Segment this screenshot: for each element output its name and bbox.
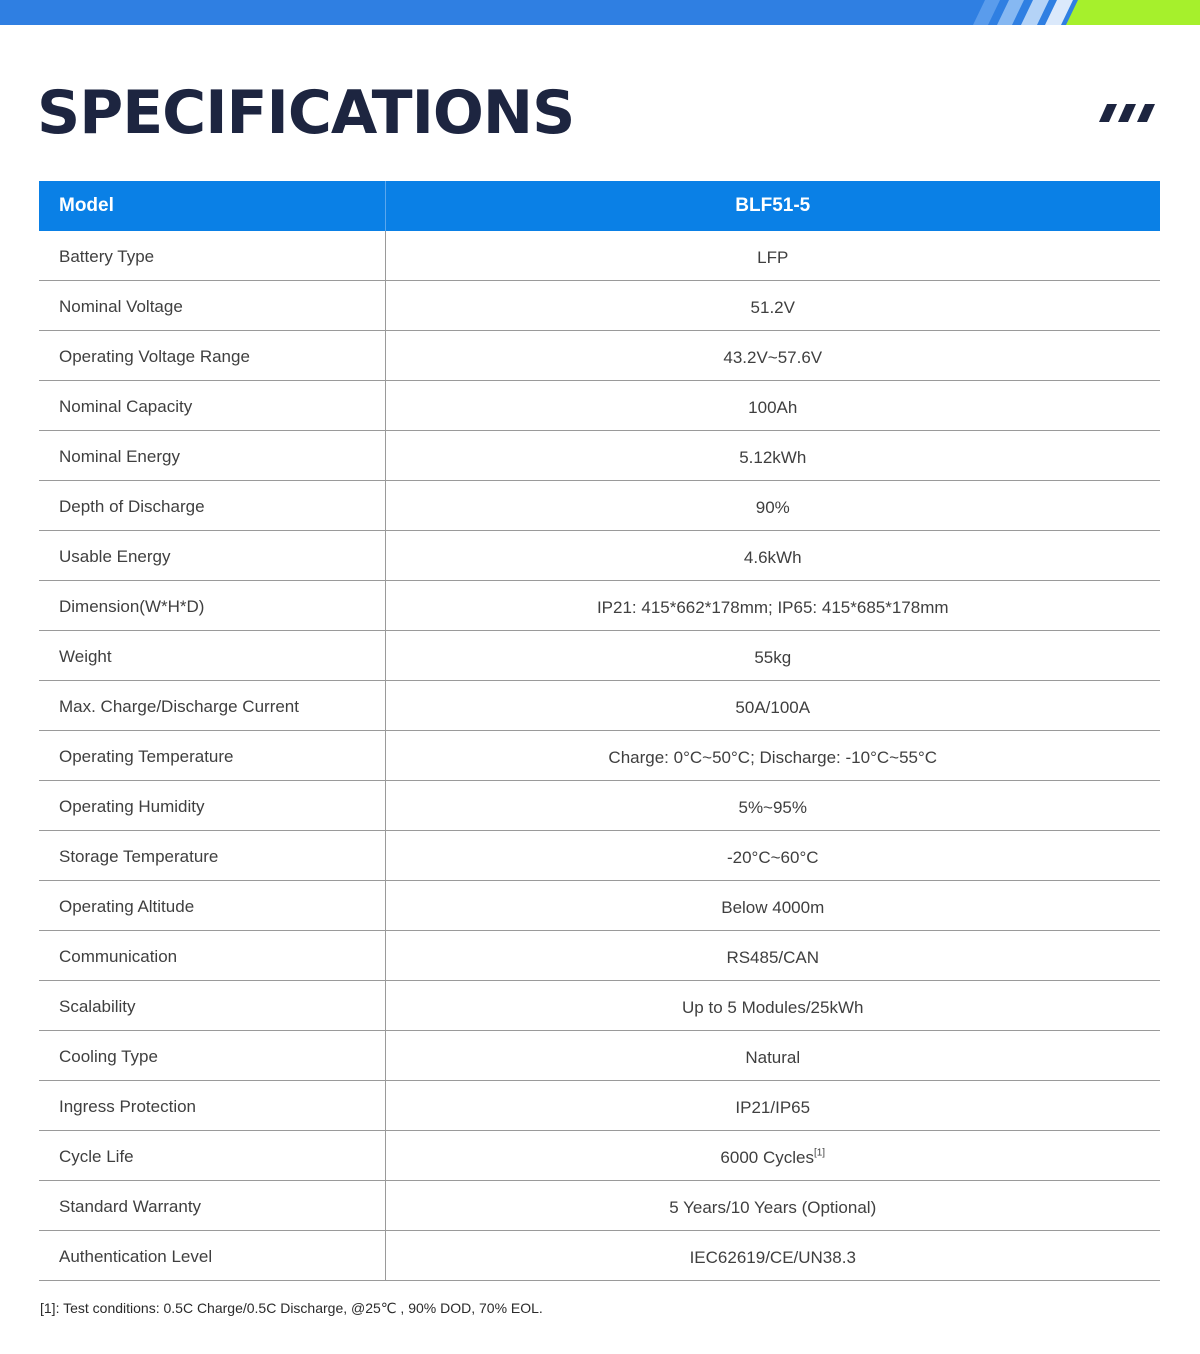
spec-value-text — [756, 497, 790, 516]
table-row — [39, 781, 1160, 831]
specifications-table — [39, 181, 1160, 1281]
spec-label — [39, 331, 385, 381]
spec-label-text: Operating Humidity — [59, 796, 205, 816]
spec-label-text: Scalability — [59, 996, 136, 1016]
spec-value-text — [597, 597, 949, 616]
spec-value-text — [723, 347, 822, 366]
spec-label-text: Authentication Level — [59, 1246, 213, 1266]
table-row — [39, 981, 1160, 1031]
table-row — [39, 381, 1160, 431]
spec-value-main: Natural — [745, 1047, 801, 1067]
table-row — [39, 531, 1160, 581]
spec-value — [385, 631, 1160, 681]
spec-value-main: 6000 Cycles — [720, 1147, 814, 1167]
spec-value-main: RS485/CAN — [726, 947, 820, 967]
spec-value — [385, 981, 1160, 1031]
spec-label — [39, 781, 385, 831]
spec-value-main: 5 Years/10 Years (Optional) — [669, 1197, 877, 1217]
spec-label — [39, 981, 385, 1031]
spec-label-text: Communication — [59, 946, 178, 966]
spec-label — [39, 1231, 385, 1281]
spec-value-text — [738, 797, 807, 816]
spec-value-main: IP21/IP65 — [735, 1097, 811, 1117]
model-header-value: BLF51-5 — [385, 181, 1160, 231]
table-row — [39, 1131, 1160, 1181]
spec-value — [385, 781, 1160, 831]
spec-value-text — [744, 547, 802, 566]
footnote: [1]: Test conditions: 0.5C Charge/0.5C Discharge, @25℃ , 90% DOD, 70% EOL. — [40, 1300, 543, 1316]
spec-label-text: Operating Altitude — [59, 896, 195, 916]
spec-label-text: Dimension(W*H*D) — [59, 596, 205, 616]
spec-label — [39, 1131, 385, 1181]
spec-label — [39, 431, 385, 481]
table-row — [39, 231, 1160, 281]
table-row — [39, 281, 1160, 331]
spec-value-main: 50A/100A — [735, 697, 811, 717]
table-row — [39, 1081, 1160, 1131]
spec-value — [385, 931, 1160, 981]
spec-label — [39, 1081, 385, 1131]
spec-value-text — [754, 647, 791, 666]
spec-label-text: Nominal Capacity — [59, 396, 193, 416]
spec-value — [385, 1231, 1160, 1281]
spec-label — [39, 831, 385, 881]
spec-value-main: -20°C~60°C — [726, 847, 819, 867]
table-row — [39, 681, 1160, 731]
spec-value-text — [735, 1097, 810, 1116]
page-title: SPECIFICATIONS — [37, 78, 575, 148]
spec-value — [385, 381, 1160, 431]
spec-label-text: Cycle Life — [59, 1146, 134, 1166]
spec-label — [39, 381, 385, 431]
spec-value-text — [726, 947, 819, 966]
spec-label-text: Ingress Protection — [59, 1096, 197, 1116]
spec-label — [39, 481, 385, 531]
table-row — [39, 731, 1160, 781]
spec-value-text — [739, 447, 806, 466]
spec-value-main: 51.2V — [750, 297, 795, 317]
spec-value-main: LFP — [757, 247, 789, 267]
spec-value-text — [669, 1197, 876, 1216]
spec-value — [385, 531, 1160, 581]
spec-value-text — [720, 1147, 825, 1166]
spec-label — [39, 731, 385, 781]
spec-value — [385, 1031, 1160, 1081]
spec-value — [385, 431, 1160, 481]
footnote-reference: [1] — [813, 1146, 826, 1158]
spec-value-text — [727, 847, 819, 866]
spec-value — [385, 581, 1160, 631]
spec-label — [39, 681, 385, 731]
spec-value — [385, 1081, 1160, 1131]
spec-value-main: Up to 5 Modules/25kWh — [682, 997, 864, 1017]
spec-label — [39, 281, 385, 331]
spec-label — [39, 1031, 385, 1081]
spec-label — [39, 931, 385, 981]
spec-label — [39, 631, 385, 681]
spec-value-main: IEC62619/CE/UN38.3 — [689, 1247, 856, 1267]
spec-value-main: Charge: 0°C~50°C; Discharge: -10°C~55°C — [608, 747, 938, 767]
spec-label-text: Max. Charge/Discharge Current — [59, 696, 299, 716]
spec-label-text: Depth of Discharge — [59, 496, 205, 516]
spec-label-text: Storage Temperature — [59, 846, 219, 866]
spec-label — [39, 1181, 385, 1231]
spec-label-text: Standard Warranty — [59, 1196, 202, 1216]
spec-value-text — [735, 697, 810, 716]
table-header-row — [39, 181, 1160, 231]
spec-value — [385, 881, 1160, 931]
slashes-icon — [1099, 104, 1161, 127]
spec-label-text: Operating Temperature — [59, 746, 234, 766]
model-header-label: Model — [39, 181, 385, 231]
spec-label — [39, 231, 385, 281]
spec-label-text: Battery Type — [59, 246, 155, 266]
spec-label — [39, 581, 385, 631]
spec-value-main: 43.2V~57.6V — [723, 347, 823, 367]
spec-value — [385, 331, 1160, 381]
spec-value-main: 55kg — [754, 647, 792, 667]
spec-value-main: 5%~95% — [738, 797, 808, 817]
spec-value — [385, 231, 1160, 281]
spec-value-text — [721, 897, 824, 916]
spec-label-text: Usable Energy — [59, 546, 171, 566]
spec-value-main: IP21: 415*662*178mm; IP65: 415*685*178mm — [596, 597, 949, 617]
spec-value — [385, 731, 1160, 781]
spec-label-text: Cooling Type — [59, 1046, 158, 1066]
spec-value — [385, 1131, 1160, 1181]
spec-value — [385, 831, 1160, 881]
spec-value-main: 90% — [755, 497, 790, 517]
table-row — [39, 831, 1160, 881]
spec-value — [385, 281, 1160, 331]
spec-value-text — [757, 247, 788, 266]
spec-label — [39, 531, 385, 581]
table-row — [39, 581, 1160, 631]
spec-value-main: 100Ah — [748, 397, 798, 417]
spec-label-text: Operating Voltage Range — [59, 346, 250, 366]
table-row — [39, 331, 1160, 381]
spec-label-text: Weight — [59, 646, 112, 666]
spec-value-text — [682, 997, 863, 1016]
table-row — [39, 881, 1160, 931]
table-row — [39, 431, 1160, 481]
spec-value-main: Below 4000m — [721, 897, 825, 917]
spec-value-main: 5.12kWh — [739, 447, 807, 467]
table-row — [39, 631, 1160, 681]
spec-value — [385, 1181, 1160, 1231]
spec-value — [385, 681, 1160, 731]
spec-label-text: Nominal Energy — [59, 446, 180, 466]
table-row — [39, 1181, 1160, 1231]
table-row — [39, 1231, 1160, 1281]
spec-label — [39, 881, 385, 931]
table-row — [39, 481, 1160, 531]
spec-value-main: 4.6kWh — [743, 547, 802, 567]
top-decorative-bar — [0, 0, 1200, 25]
table-row — [39, 931, 1160, 981]
spec-label-text: Nominal Voltage — [59, 296, 183, 316]
spec-value-text — [745, 1047, 800, 1066]
specifications-body — [39, 231, 1160, 1281]
spec-value-text — [748, 397, 797, 416]
table-row — [39, 1031, 1160, 1081]
spec-value-text — [608, 747, 937, 766]
spec-value-text — [751, 297, 795, 316]
spec-value — [385, 481, 1160, 531]
spec-value-text — [690, 1247, 856, 1266]
